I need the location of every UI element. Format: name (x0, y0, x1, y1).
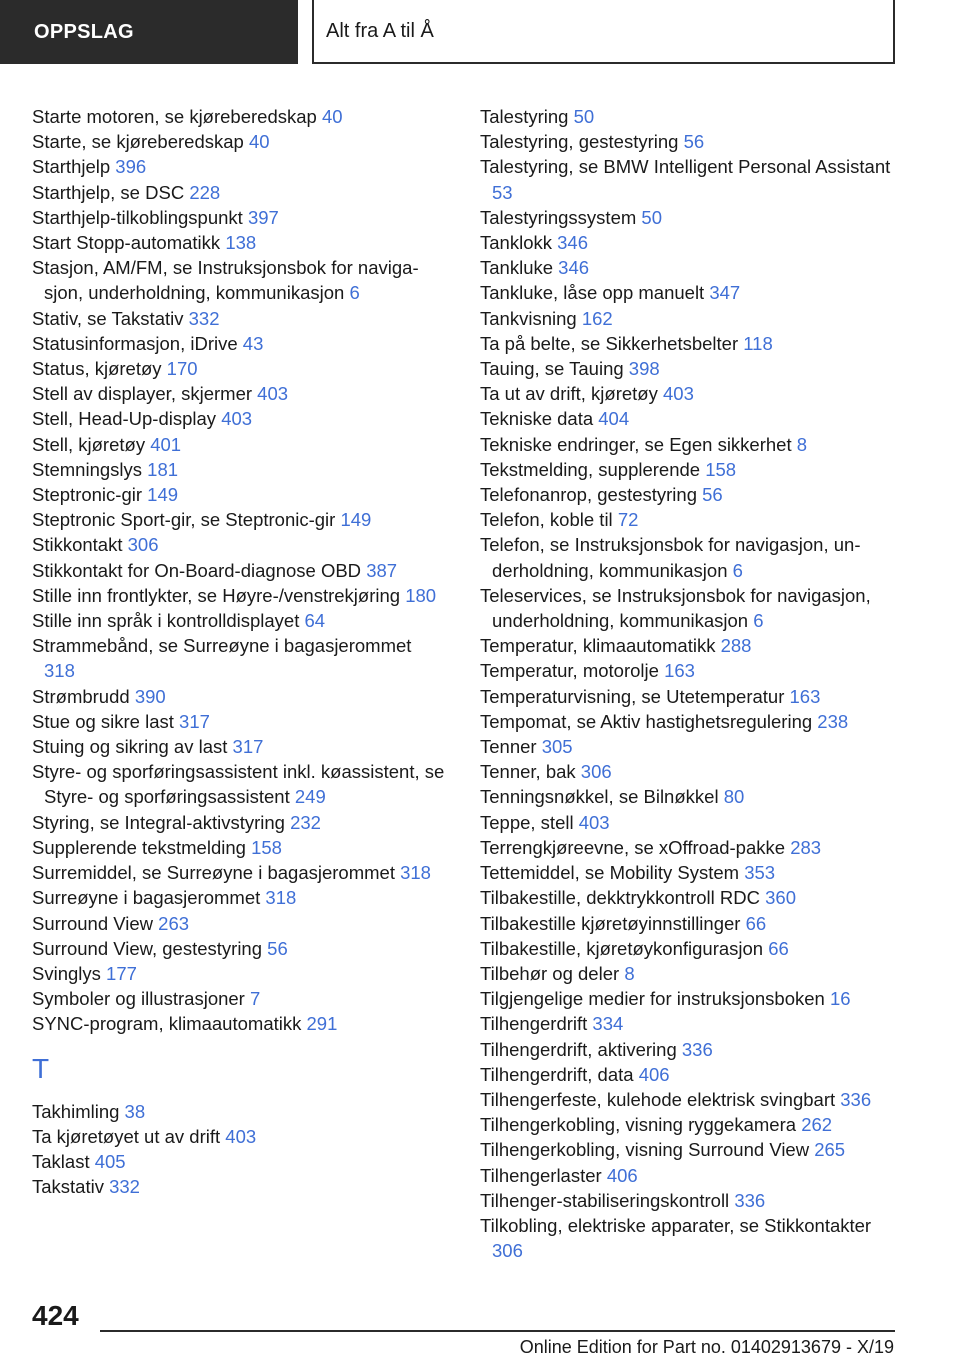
index-entry (480, 406, 905, 431)
page-reference-link[interactable]: 238 (817, 710, 849, 732)
index-entry-text: Tekniske endringer, se Egen sikkerhet (480, 433, 792, 455)
index-entry (32, 583, 447, 608)
page-reference-link[interactable]: 262 (801, 1114, 833, 1136)
index-entry (32, 507, 447, 532)
index-entry (480, 810, 905, 835)
index-entry (480, 255, 905, 280)
index-entry-text: Tenner (480, 736, 537, 758)
page-reference-link[interactable]: 249 (294, 786, 326, 808)
index-entry-text: Tilhengerdrift, data (480, 1063, 634, 1085)
page-reference-link[interactable]: 263 (158, 912, 190, 934)
index-entry (32, 911, 447, 936)
index-entry-text: Tekniske data (480, 408, 594, 430)
page-reference-link[interactable]: 7 (249, 988, 261, 1010)
index-entry-text: Surremiddel, se Surreøyne i bagasjerommet (32, 862, 395, 884)
index-entry-text: Starthjelp (32, 156, 111, 178)
index-entry (32, 1174, 447, 1199)
index-entry-text: Stell, kjøretøy (32, 433, 146, 455)
index-entry (480, 1037, 905, 1062)
index-entry-text: Telefon, koble til (480, 509, 613, 531)
page-reference-link[interactable]: 177 (106, 962, 137, 984)
page-reference-link[interactable]: 347 (709, 282, 741, 304)
index-entry-text: Starte motoren, se kjøreberedskap (32, 106, 317, 127)
index-entry-text: Symboler og illustrasjoner (32, 988, 245, 1010)
page-reference-link[interactable]: 404 (598, 408, 630, 430)
index-list-t-continued (480, 104, 905, 1263)
footer-divider (100, 1330, 895, 1332)
index-entry (32, 331, 447, 356)
index-entry-text: Stell av displayer, skjermer (32, 383, 253, 405)
index-entry (32, 734, 447, 759)
index-entry (32, 381, 447, 406)
page-reference-link[interactable]: 318 (44, 660, 75, 682)
page-reference-link[interactable]: 336 (734, 1189, 766, 1211)
index-entry-text: Stell, Head-Up-display (32, 408, 217, 430)
index-entry (480, 306, 905, 331)
page-reference-link[interactable]: 406 (606, 1164, 638, 1186)
index-entry-text: Steptronic-gir (32, 484, 143, 506)
index-entry-text: Tanklokk (480, 232, 552, 254)
index-entry (480, 230, 905, 255)
index-entry-text: Tilhengerdrift (480, 1013, 588, 1035)
page-reference-link[interactable]: 158 (705, 458, 737, 480)
edition-text: Online Edition for Part no. 01402913679 - X/19 (519, 1337, 894, 1357)
index-entry-text: Tilhenger-stabiliseringskontroll (480, 1189, 730, 1211)
index-entry (480, 507, 905, 532)
page-reference-link[interactable]: 162 (581, 307, 613, 329)
page-reference-link[interactable]: 149 (340, 509, 372, 531)
page-reference-link[interactable]: 318 (265, 887, 297, 909)
index-entry-text: Temperaturvisning, se Utetemperatur (480, 685, 785, 707)
index-entry-text: Tempomat, se Aktiv hastighetsregulering (480, 710, 813, 732)
index-entry-text: Tilbakestille, dekktrykkontroll RDC (480, 887, 760, 909)
page-reference-link[interactable]: 360 (765, 887, 796, 909)
index-entry (32, 936, 447, 961)
index-entry (480, 331, 905, 356)
chapter-header (312, 0, 895, 64)
index-entry-text: Stikkontakt for On-Board-diagnose OBD (32, 559, 362, 581)
page-reference-link[interactable]: 181 (147, 458, 179, 480)
index-entry-text: Tilhengerlaster (480, 1164, 602, 1186)
index-entry (32, 180, 447, 205)
page-reference-link[interactable]: 180 (405, 584, 437, 606)
index-entry-text: Talestyring, se BMW Intelligent Personal Assistant (480, 156, 891, 178)
index-entry (32, 154, 447, 179)
page-reference-link[interactable]: 396 (115, 156, 147, 178)
index-entry (480, 709, 905, 734)
index-entry-text: Starthjelp-tilkoblingspunkt (32, 206, 243, 228)
index-entry-text: Tauing, se Tauing (480, 358, 624, 380)
index-entry-text: Tekstmelding, supplerende (480, 458, 701, 480)
page-reference-link[interactable]: 332 (188, 307, 220, 329)
page-reference-link[interactable]: 306 (492, 1240, 523, 1262)
page-reference-link[interactable]: 397 (247, 206, 279, 228)
index-entry (480, 835, 905, 860)
index-entry-text: Svinglys (32, 962, 101, 984)
page-reference-link[interactable]: 56 (702, 484, 723, 506)
index-entry (480, 482, 905, 507)
index-entry-text: Takstativ (32, 1176, 104, 1198)
index-entry (32, 986, 447, 1011)
page-reference-link[interactable]: 118 (743, 332, 773, 354)
index-entry (480, 1011, 905, 1036)
chapter-title: Alt fra A til Å (326, 19, 434, 42)
page-reference-link[interactable]: 390 (134, 685, 166, 707)
index-entry (32, 1124, 447, 1149)
index-entry (32, 1099, 447, 1124)
index-entry-text: Telefonanrop, gestestyring (480, 484, 697, 506)
page-reference-link[interactable]: 336 (681, 1038, 713, 1060)
index-entry-text: Tilbakestille, kjøretøykonfigurasjon (480, 937, 764, 959)
index-entry-text: Starthjelp, se DSC (32, 181, 185, 203)
page-reference-link[interactable]: 336 (840, 1088, 872, 1110)
index-entry (480, 961, 905, 986)
index-entry (480, 784, 905, 809)
index-entry (480, 1112, 905, 1137)
index-entry (32, 457, 447, 482)
index-entry-text: Tilhengerkobling, visning Surround View (480, 1139, 810, 1161)
index-entry-text: Styring, se Integral-aktivstyring (32, 811, 285, 833)
index-entry (32, 860, 447, 885)
page-reference-link[interactable]: 16 (829, 988, 851, 1010)
index-entry (32, 885, 447, 910)
page-reference-link[interactable]: 403 (257, 383, 289, 405)
index-entry (32, 104, 447, 129)
page-reference-link[interactable]: 43 (242, 332, 264, 354)
index-entry (32, 709, 447, 734)
index-entry-text: Talestyring, gestestyring (480, 131, 679, 153)
index-entry-text: Tettemiddel, se Mobility System (480, 862, 740, 884)
index-entry (32, 129, 447, 154)
page-reference-link[interactable]: 306 (127, 534, 159, 556)
index-list-s (32, 104, 447, 1037)
index-entry-text: Styre- og sporføringsassistent inkl. køassistent, se Styre- og sporføringsassistent (32, 761, 445, 808)
index-entry-text: Tenningsnøkkel, se Bilnøkkel (480, 786, 719, 808)
index-entry (32, 1149, 447, 1174)
index-entry (480, 583, 905, 633)
page-reference-link[interactable]: 288 (720, 635, 752, 657)
section-label: OPPSLAG (34, 20, 134, 43)
index-entry (32, 356, 447, 381)
index-entry (32, 1011, 447, 1036)
index-entry-text: Tilbakestille kjøretøyinnstillinger (480, 912, 741, 934)
page-reference-link[interactable]: 8 (796, 433, 808, 455)
page-reference-link[interactable]: 228 (189, 181, 221, 203)
index-entry-text: Terrengkjøreevne, se xOffroad-pakke (480, 836, 786, 858)
page-reference-link[interactable]: 138 (225, 232, 257, 254)
page-reference-link[interactable]: 56 (683, 131, 705, 153)
page-reference-link[interactable]: 283 (790, 836, 822, 858)
index-entry-text: Statusinformasjon, iDrive (32, 332, 238, 354)
index-entry (480, 432, 905, 457)
page-reference-link[interactable]: 317 (179, 710, 210, 732)
page-reference-link[interactable]: 158 (251, 836, 282, 858)
index-entry-text: Tilkobling, elektriske apparater, se Stikkontakter (480, 1214, 872, 1236)
index-entry (32, 205, 447, 230)
page-reference-link[interactable]: 66 (745, 912, 767, 934)
index-entry (480, 280, 905, 305)
index-entry-text: Taklast (32, 1150, 90, 1172)
index-entry-text: Tankluke (480, 257, 554, 279)
page-reference-link[interactable]: 170 (166, 358, 198, 380)
page-reference-link[interactable]: 50 (573, 106, 595, 127)
page-reference-link[interactable]: 163 (789, 685, 821, 707)
index-entry (480, 885, 905, 910)
index-entry-text: Surround View, gestestyring (32, 937, 263, 959)
index-entry (480, 457, 905, 482)
page-reference-link[interactable]: 403 (578, 811, 610, 833)
index-entry-text: Ta kjøretøyet ut av drift (32, 1125, 221, 1147)
index-list-t (32, 1099, 447, 1200)
page-reference-link[interactable]: 232 (290, 811, 321, 833)
index-entry (480, 1137, 905, 1162)
index-entry-text: Temperatur, motorolje (480, 660, 659, 682)
index-entry-text: Temperatur, klimaautomatikk (480, 635, 716, 657)
index-entry (32, 608, 447, 633)
page-reference-link[interactable]: 40 (248, 131, 270, 153)
index-entry (480, 356, 905, 381)
index-entry-text: Telefon, se Instruksjonsbok for navigasjon, underholdning, kommunikasjon (480, 534, 861, 581)
page-reference-link[interactable]: 401 (150, 433, 182, 455)
page-reference-link[interactable]: 38 (124, 1100, 146, 1122)
index-entry (480, 154, 905, 204)
index-entry-text: Tankvisning (480, 307, 577, 329)
page-reference-link[interactable]: 346 (558, 257, 590, 279)
index-entry (480, 911, 905, 936)
page-reference-link[interactable]: 405 (94, 1150, 126, 1172)
index-entry (480, 1087, 905, 1112)
index-entry-text: Tilhengerkobling, visning ryggekamera (480, 1114, 797, 1136)
index-entry (480, 1062, 905, 1087)
index-entry (480, 734, 905, 759)
index-entry-text: Steptronic Sport-gir, se Steptronic-gir (32, 509, 336, 531)
page-reference-link[interactable]: 40 (321, 106, 343, 127)
page-reference-link[interactable]: 6 (349, 282, 360, 304)
page-reference-link[interactable]: 305 (541, 736, 573, 758)
page-reference-link[interactable]: 149 (147, 484, 179, 506)
index-entry-text: Teppe, stell (480, 811, 574, 833)
page-reference-link[interactable]: 163 (664, 660, 695, 682)
index-entry-text: Stasjon, AM/FM, se Instruksjonsbok for navigasjon, underholdning, kommunikasjon (32, 257, 419, 304)
index-entry (32, 230, 447, 255)
page-reference-link[interactable]: 64 (304, 610, 326, 632)
page-reference-link[interactable]: 398 (628, 358, 660, 380)
index-entry-text: Tilbehør og deler (480, 962, 620, 984)
index-entry (32, 558, 447, 583)
page-reference-link[interactable]: 403 (663, 383, 694, 405)
index-entry (480, 532, 905, 582)
section-letter-t: T (32, 1052, 50, 1084)
page-reference-link[interactable]: 332 (109, 1176, 140, 1198)
page-reference-link[interactable]: 387 (366, 559, 398, 581)
index-entry-text: Supplerende tekstmelding (32, 836, 246, 858)
page-reference-link[interactable]: 291 (306, 1013, 338, 1035)
page-reference-link[interactable]: 406 (638, 1063, 670, 1085)
index-entry-text: Stativ, se Takstativ (32, 307, 184, 329)
index-column-right (480, 104, 905, 1263)
section-tab (0, 0, 298, 64)
index-entry (480, 860, 905, 885)
index-entry-text: Start Stopp-automatikk (32, 232, 221, 254)
index-entry-text: Stikkontakt (32, 534, 123, 556)
index-column-left (32, 104, 447, 1199)
index-entry-text: Takhimling (32, 1100, 120, 1122)
page-reference-link[interactable]: 265 (814, 1139, 846, 1161)
page-reference-link[interactable]: 317 (232, 736, 264, 758)
page-reference-link[interactable]: 403 (225, 1125, 257, 1147)
index-entry (32, 835, 447, 860)
page-reference-link[interactable]: 403 (221, 408, 253, 430)
index-entry (480, 986, 905, 1011)
index-entry (480, 381, 905, 406)
index-entry (480, 936, 905, 961)
index-entry (480, 633, 905, 658)
index-entry-text: Stemningslys (32, 458, 143, 480)
index-entry (480, 658, 905, 683)
index-entry (32, 532, 447, 557)
page-reference-link[interactable]: 334 (592, 1013, 624, 1035)
index-entry (32, 684, 447, 709)
page-reference-link[interactable]: 66 (768, 937, 789, 959)
index-entry (32, 810, 447, 835)
page-reference-link[interactable]: 318 (400, 862, 431, 884)
index-entry (480, 129, 905, 154)
index-entry (32, 255, 447, 305)
index-entry (480, 205, 905, 230)
index-entry (480, 684, 905, 709)
page-reference-link[interactable]: 50 (641, 206, 662, 228)
index-entry-text: Stille inn frontlykter, se Høyre-/venstrekjøring (32, 584, 401, 606)
page-number: 424 (32, 1300, 79, 1331)
index-entry (32, 406, 447, 431)
index-entry-text: Talestyringssystem (480, 206, 637, 228)
page-reference-link[interactable]: 346 (557, 232, 588, 254)
index-entry (32, 482, 447, 507)
index-entry (32, 759, 447, 809)
index-entry-text: Starte, se kjøreberedskap (32, 131, 244, 153)
page-reference-link[interactable]: 53 (492, 181, 513, 203)
index-entry-text: Tilhengerfeste, kulehode elektrisk svingbart (480, 1088, 836, 1110)
index-entry-text: Stue og sikre last (32, 710, 174, 732)
index-entry-text: Stille inn språk i kontrolldisplayet (32, 610, 300, 632)
index-entry-text: Tenner, bak (480, 761, 576, 783)
index-entry-text: Teleservices, se Instruksjonsbok for navigasjon, underholdning, kommunikasjon (480, 584, 871, 632)
index-entry (480, 104, 905, 129)
page-reference-link[interactable]: 353 (744, 862, 776, 884)
index-entry-text: Strammebånd, se Surreøyne i bagasjerommet (32, 635, 412, 657)
page-reference-link[interactable]: 72 (617, 509, 639, 531)
page-reference-link[interactable]: 6 (753, 610, 764, 632)
index-entry (480, 1163, 905, 1188)
index-entry (32, 633, 447, 683)
index-entry (32, 961, 447, 986)
index-entry-text: Status, kjøretøy (32, 358, 162, 380)
index-entry-text: Stuing og sikring av last (32, 736, 228, 758)
index-entry-text: Surround View (32, 912, 154, 934)
index-entry-text: Strømbrudd (32, 685, 130, 707)
index-entry-text: SYNC-program, klimaautomatikk (32, 1013, 302, 1035)
index-entry-text: Tilgjengelige medier for instruksjonsboken (480, 988, 825, 1010)
index-entry (480, 759, 905, 784)
index-entry-text: Talestyring (480, 106, 569, 127)
index-entry-text: Tilhengerdrift, aktivering (480, 1038, 677, 1060)
index-entry (32, 432, 447, 457)
index-entry (32, 306, 447, 331)
index-entry (480, 1213, 905, 1263)
index-entry (480, 1188, 905, 1213)
page-reference-link[interactable]: 56 (267, 937, 288, 959)
page-reference-link[interactable]: 6 (732, 559, 743, 581)
page-reference-link[interactable]: 8 (624, 962, 635, 984)
index-entry-text: Ta på belte, se Sikkerhetsbelter (480, 332, 739, 354)
index-entry-text: Tankluke, låse opp manuelt (480, 282, 705, 304)
index-entry-text: Surreøyne i bagasjerommet (32, 887, 261, 909)
index-entry-text: Ta ut av drift, kjøretøy (480, 383, 658, 405)
page-reference-link[interactable]: 80 (723, 786, 745, 808)
page-reference-link[interactable]: 306 (580, 761, 612, 783)
